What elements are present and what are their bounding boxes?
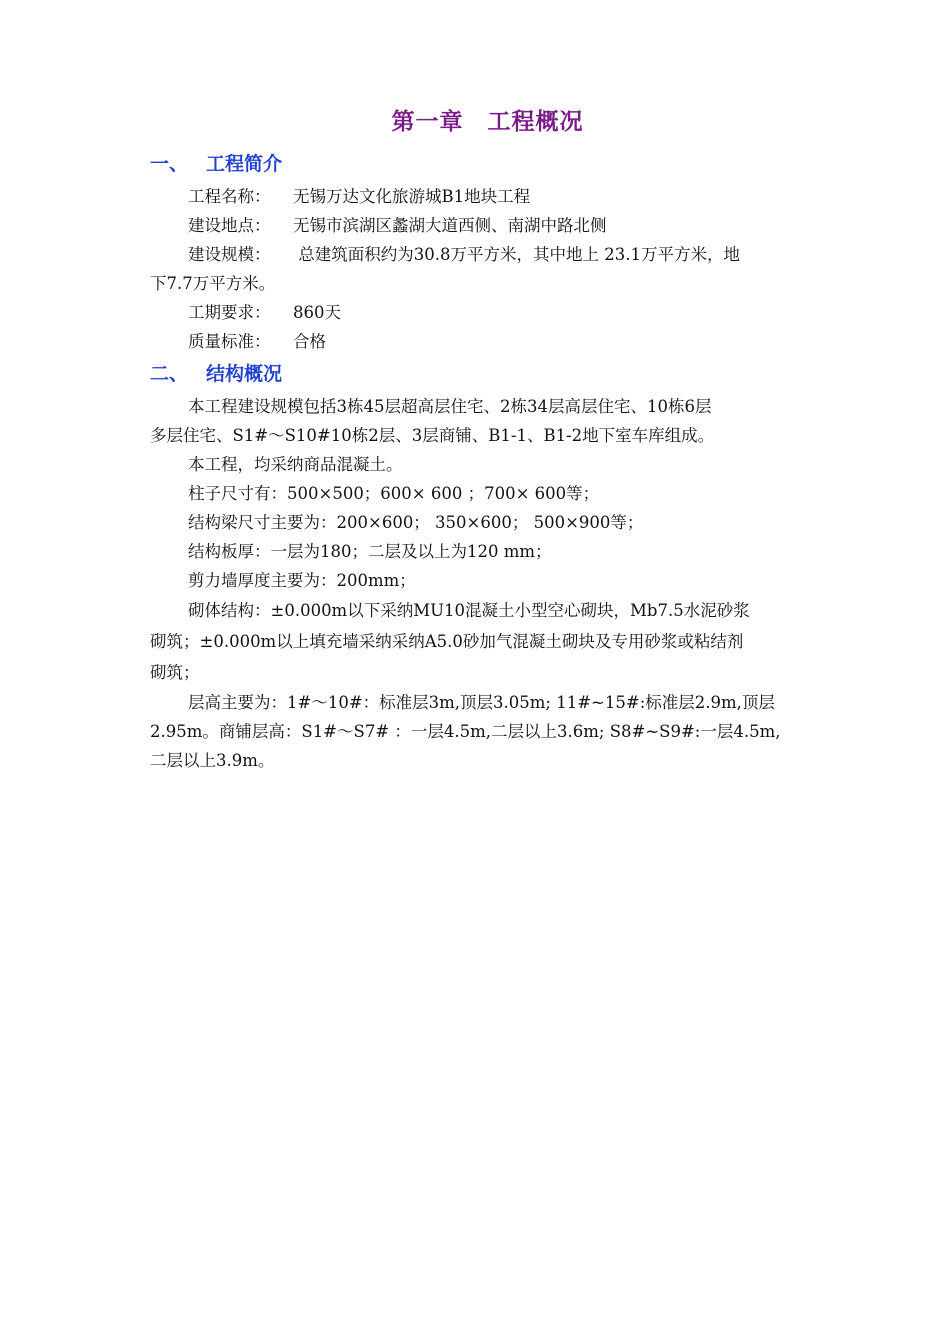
paragraph-line: 剪力墙厚度主要为：200mm；	[188, 571, 416, 590]
field-scale-continuation: 下7.7万平方米。	[150, 274, 276, 293]
section-title: 结构概况	[206, 363, 283, 385]
chapter-title	[150, 100, 825, 144]
field-label: 建设地点：	[188, 216, 271, 235]
section-number: 一、	[150, 153, 189, 175]
section-heading-structure	[150, 356, 825, 392]
field-quality	[150, 327, 825, 356]
section-heading-overview	[150, 146, 825, 182]
field-value: 860天	[293, 303, 341, 322]
field-label: 质量标准：	[188, 332, 271, 351]
field-project-name	[150, 182, 825, 211]
paragraph-line: 砌筑；±0.000m以上填充墙采纳采纳A5.0砂加气混凝土砌块及专用砂浆或粘结剂	[150, 632, 744, 651]
field-value: 总建筑面积约为30.8万平方米，其中地上 23.1万平方米，地	[293, 245, 740, 264]
paragraph-line: 结构梁尺寸主要为：200×600； 350×600； 500×900等；	[188, 513, 644, 532]
document-page	[150, 100, 825, 775]
paragraph-line: 本工程，均采纳商品混凝土。	[188, 455, 403, 474]
paragraph-line: 结构板厚：一层为180；二层及以上为120 mm；	[188, 542, 552, 561]
paragraph-line: 柱子尺寸有：500×500；600× 600 ；700× 600等；	[188, 484, 600, 503]
section-number: 二、	[150, 363, 189, 385]
field-value: 无锡万达文化旅游城B1地块工程	[293, 187, 531, 206]
paragraph-line: 二层以上3.9m。	[150, 751, 275, 770]
field-label: 工期要求：	[188, 303, 271, 322]
chapter-name: 工程概况	[487, 109, 584, 135]
paragraph-line: 本工程建设规模包括3栋45层超高层住宅、2栋34层高层住宅、10栋6层	[188, 397, 712, 416]
field-duration	[150, 298, 825, 327]
field-location	[150, 211, 825, 240]
field-label: 工程名称：	[188, 187, 271, 206]
field-label: 建设规模：	[188, 245, 271, 264]
chapter-number: 第一章	[391, 109, 464, 135]
field-scale	[150, 240, 825, 269]
paragraph-line: 2.95m。商铺层高：S1#～S7# ：一层4.5m,二层以上3.6m; S8#~S9#:一层4.5m,	[150, 722, 781, 741]
paragraph-line: 层高主要为：1#～10#：标准层3m,顶层3.05m; 11#~15#:标准层2.9m,顶层	[188, 693, 775, 712]
paragraph-line: 砌体结构：±0.000m以下采纳MU10混凝土小型空心砌块，Mb7.5水泥砂浆	[188, 601, 750, 620]
field-value: 合格	[293, 332, 326, 351]
field-value: 无锡市滨湖区蠡湖大道西侧、南湖中路北侧	[293, 216, 607, 235]
section-title: 工程简介	[206, 153, 283, 175]
paragraph-line: 多层住宅、S1#～S10#10栋2层、3层商铺、B1-1、B1-2地下室车库组成。	[150, 426, 715, 445]
paragraph-line: 砌筑；	[150, 663, 200, 682]
